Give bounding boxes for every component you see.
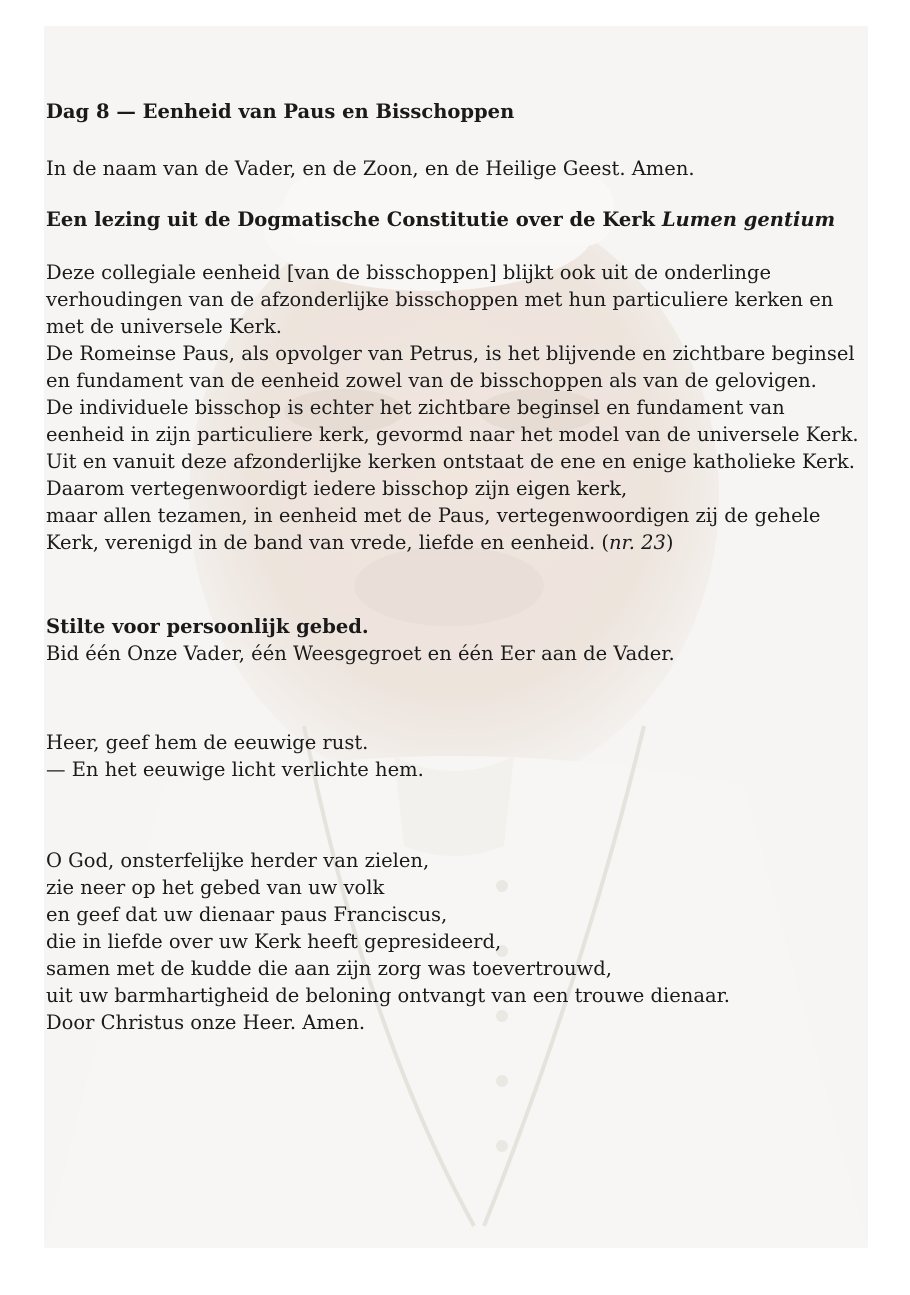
reading-last-text: maar allen tezamen, in eenheid met de Paus, vertegenwoordigen zij de gehele Kerk, verenigd in de band van vrede, liefde en eenheid. (: [46, 504, 821, 554]
reading-heading: [46, 206, 866, 233]
prayer-line: O God, onsterfelijke herder van zielen,: [46, 849, 430, 872]
silence-section: [46, 613, 866, 667]
prayer-line: die in liefde over uw Kerk heeft gepresideerd,: [46, 930, 502, 953]
reading-text: [46, 259, 866, 556]
reading-heading-text: Een lezing uit de Dogmatische Constitutie over de Kerk: [46, 208, 662, 231]
reading-line: Daarom vertegenwoordigt iedere bisschop zijn eigen kerk,: [46, 477, 628, 500]
eternal-rest-versicle: [46, 729, 866, 783]
prayer-line: Door Christus onze Heer. Amen.: [46, 1011, 366, 1034]
document-body: [46, 98, 866, 1036]
versicle-line: Heer, geef hem de eeuwige rust.: [46, 731, 369, 754]
prayer-line: samen met de kudde die aan zijn zorg was toevertrouwd,: [46, 957, 612, 980]
reading-line: Uit en vanuit deze afzonderlijke kerken ontstaat de ene en enige katholieke Kerk.: [46, 450, 855, 473]
page-title: Dag 8 — Eenheid van Paus en Bisschoppen: [46, 100, 515, 123]
response-line: — En het eeuwige licht verlichte hem.: [46, 758, 424, 781]
prayer-line: en geef dat uw dienaar paus Franciscus,: [46, 903, 448, 926]
reading-heading-italic: Lumen gentium: [661, 208, 836, 231]
reading-line: Deze collegiale eenheid [van de bisschoppen] blijkt ook uit de onderlinge verhoudingen van de afzonderlijke bisschoppen met hun particuliere kerken en met de universele Kerk.: [46, 261, 834, 338]
reading-close: ): [665, 531, 674, 554]
silence-heading: Stilte voor persoonlijk gebed.: [46, 615, 369, 638]
prayer-line: uit uw barmhartigheid de beloning ontvangt van een trouwe dienaar.: [46, 984, 730, 1007]
silence-text: Bid één Onze Vader, één Weesgegroet en één Eer aan de Vader.: [46, 642, 675, 665]
sign-of-cross: In de naam van de Vader, en de Zoon, en de Heilige Geest. Amen.: [46, 157, 695, 180]
prayer-line: zie neer op het gebed van uw volk: [46, 876, 385, 899]
reading-line: [46, 502, 866, 556]
reading-reference: nr. 23: [608, 531, 666, 554]
closing-prayer: [46, 847, 866, 1036]
reading-line: De individuele bisschop is echter het zichtbare beginsel en fundament van eenheid in zijn particuliere kerk, gevormd naar het model van de universele Kerk.: [46, 396, 859, 446]
reading-line: De Romeinse Paus, als opvolger van Petrus, is het blijvende en zichtbare beginsel en fundament van de eenheid zowel van de bisschoppen als van de gelovigen.: [46, 342, 855, 392]
